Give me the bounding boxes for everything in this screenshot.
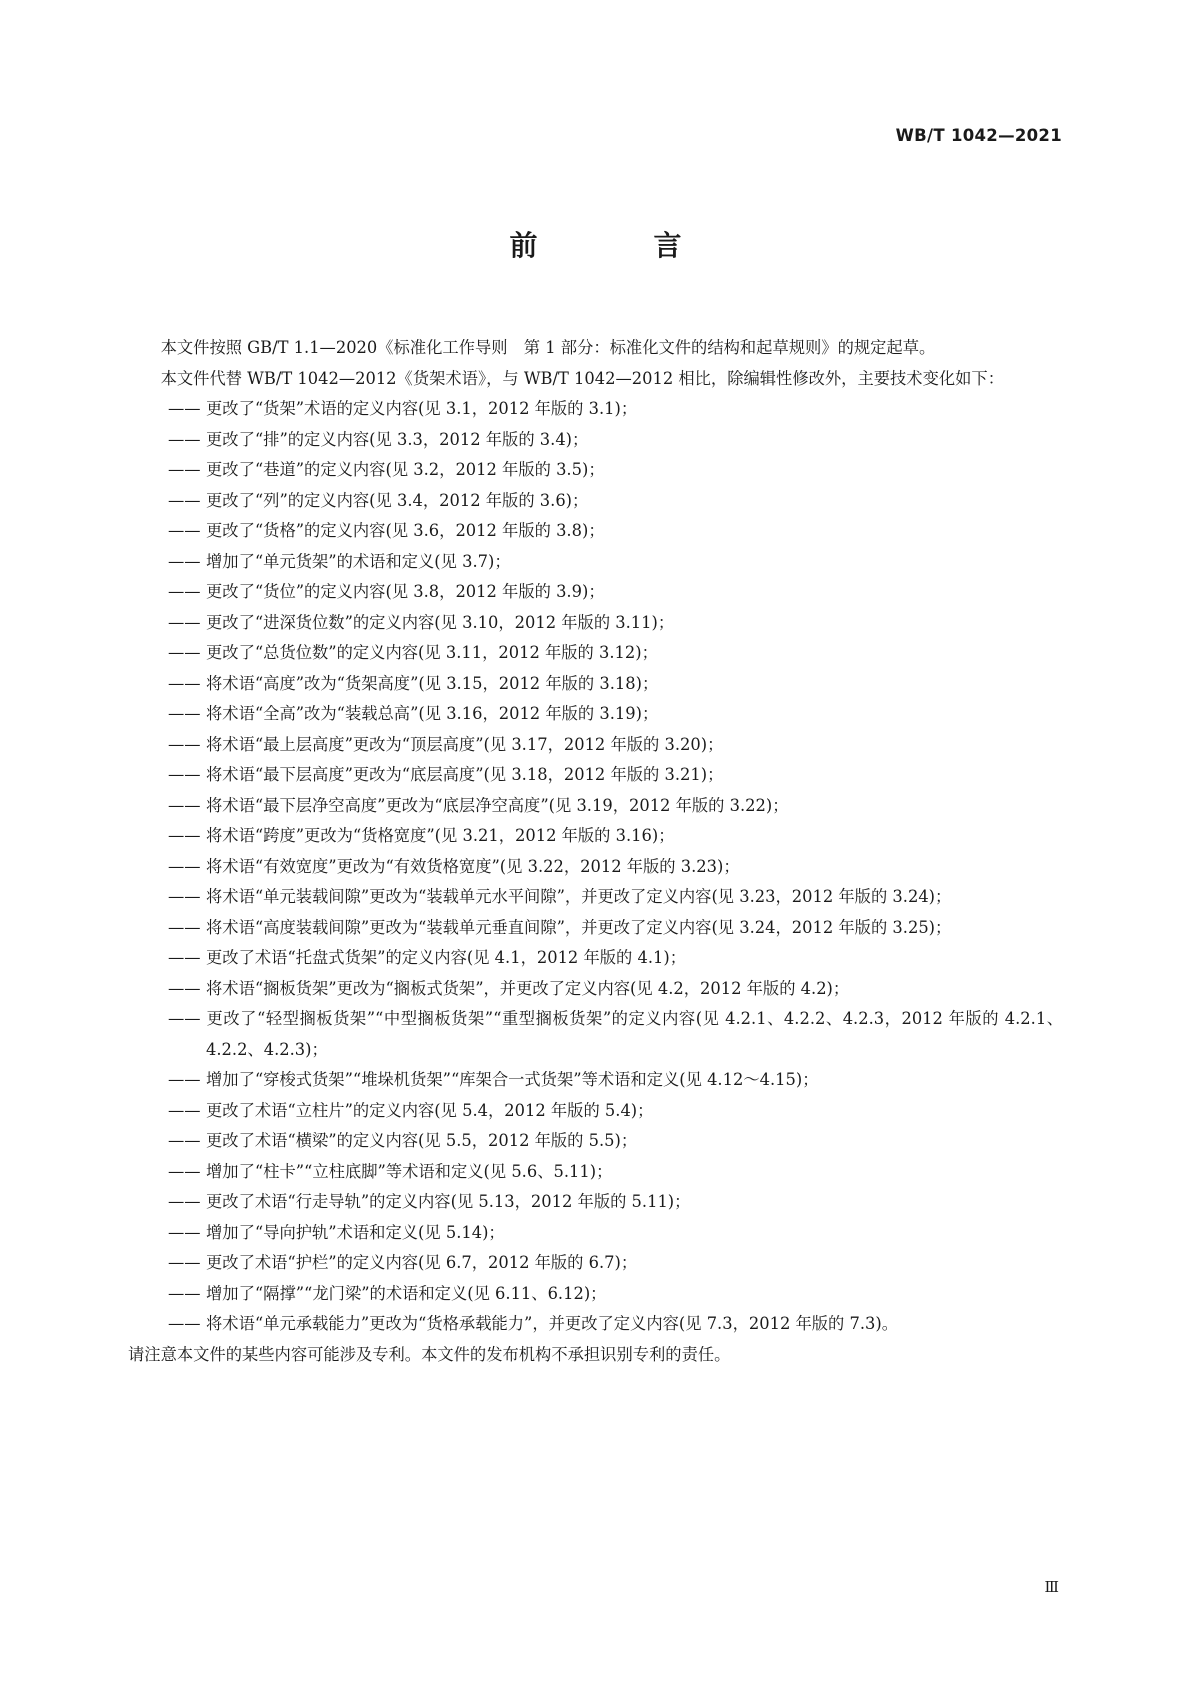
list-item-text: 将术语“全高”改为“装载总高”(见 3.16，2012 年版的 3.19)； — [206, 704, 659, 723]
list-item-text: 更改了术语“护栏”的定义内容(见 6.7，2012 年版的 6.7)； — [206, 1253, 638, 1272]
dash-marker: —— — [168, 1253, 201, 1272]
list-item — [128, 974, 1063, 1005]
drafting-rules-paragraph: 本文件按照 GB/T 1.1—2020《标准化工作导则 第 1 部分：标准化文件的结构和起草规则》的规定起草。 — [160, 338, 936, 357]
dash-marker: —— — [168, 795, 201, 815]
list-item-text: 增加了“柱卡”“立柱底脚”等术语和定义(见 5.6、5.11)； — [206, 1161, 613, 1181]
list-item-text: 增加了“穿梭式货架”“堆垛机货架”“库架合一式货架”等术语和定义(见 4.12～4.15)； — [206, 1070, 819, 1089]
list-item — [128, 882, 1063, 913]
dash-marker: —— — [168, 521, 201, 540]
list-item-text: 更改了术语“托盘式货架”的定义内容(见 4.1，2012 年版的 4.1)； — [206, 948, 687, 967]
dash-marker: —— — [168, 673, 201, 693]
list-item-text: 增加了“单元货架”的术语和定义(见 3.7)； — [206, 551, 511, 571]
list-item-text: 将术语“高度”改为“货架高度”(见 3.15，2012 年版的 3.18)； — [206, 673, 659, 693]
list-item — [128, 1248, 1063, 1279]
list-item — [128, 1309, 1063, 1340]
list-item — [128, 1126, 1063, 1157]
dash-marker: —— — [168, 612, 201, 632]
list-item — [128, 638, 1063, 669]
list-item-text: 更改了“货架”术语的定义内容(见 3.1，2012 年版的 3.1)； — [206, 399, 638, 418]
list-item — [128, 577, 1063, 608]
list-item-text: 更改了“货格”的定义内容(见 3.6，2012 年版的 3.8)； — [206, 521, 605, 540]
dash-marker: —— — [168, 1100, 201, 1120]
list-item-text: 更改了“总货位数”的定义内容(见 3.11，2012 年版的 3.12)； — [206, 643, 658, 662]
list-item-text: 将术语“有效宽度”更改为“有效货格宽度”(见 3.22，2012 年版的 3.23)； — [206, 856, 740, 876]
list-item — [128, 791, 1063, 822]
list-item-text: 将术语“高度装载间隙”更改为“装载单元垂直间隙”，并更改了定义内容(见 3.24，2012 年版的 3.25)； — [206, 917, 952, 937]
list-item-text: 更改了“巷道”的定义内容(见 3.2，2012 年版的 3.5)； — [206, 460, 605, 479]
page-number: Ⅲ — [1044, 1578, 1059, 1596]
list-item — [128, 1187, 1063, 1218]
list-item — [128, 699, 1063, 730]
list-item — [128, 1096, 1063, 1127]
list-item-text: 将术语“最上层高度”更改为“顶层高度”(见 3.17，2012 年版的 3.20)； — [206, 734, 724, 754]
document-code: WB/T 1042—2021 — [895, 126, 1062, 145]
list-item-text: 将术语“最下层净空高度”更改为“底层净空高度”(见 3.19，2012 年版的 3.22)； — [206, 795, 789, 815]
patent-note: 请注意本文件的某些内容可能涉及专利。本文件的发布机构不承担识别专利的责任。 — [128, 1344, 731, 1364]
technical-changes-list — [128, 394, 1063, 1340]
dash-marker: —— — [168, 429, 201, 449]
dash-marker: —— — [168, 917, 201, 937]
dash-marker: —— — [168, 734, 201, 754]
dash-marker: —— — [168, 704, 201, 723]
list-item-text: 增加了“隔撑”“龙门梁”的术语和定义(见 6.11、6.12)； — [206, 1283, 607, 1303]
list-item — [128, 821, 1063, 852]
list-item — [128, 1218, 1063, 1249]
list-item-text: 将术语“最下层高度”更改为“底层高度”(见 3.18，2012 年版的 3.21)； — [206, 765, 724, 784]
list-item-text: 更改了“轻型搁板货架”“中型搁板货架”“重型搁板货架”的定义内容(见 4.2.1、4.2.2、4.2.3，2012 年版的 4.2.1、4.2.2、4.2.3)； — [206, 1009, 1063, 1059]
list-item — [128, 913, 1063, 944]
dash-marker: —— — [168, 978, 201, 998]
dash-marker: —— — [168, 826, 201, 845]
dash-marker: —— — [168, 399, 201, 418]
list-item — [128, 608, 1063, 639]
list-item — [128, 425, 1063, 456]
dash-marker: —— — [168, 1161, 201, 1181]
list-item — [128, 394, 1063, 425]
dash-marker: —— — [168, 1222, 201, 1242]
list-item — [128, 669, 1063, 700]
replacement-paragraph: 本文件代替 WB/T 1042—2012《货架术语》，与 WB/T 1042—2012 相比，除编辑性修改外，主要技术变化如下： — [160, 368, 1004, 388]
dash-marker: —— — [168, 1283, 201, 1303]
list-item-text: 更改了术语“横梁”的定义内容(见 5.5，2012 年版的 5.5)； — [206, 1131, 638, 1150]
list-item-text: 将术语“单元装载间隙”更改为“装载单元水平间隙”，并更改了定义内容(见 3.23，2012 年版的 3.24)； — [206, 887, 952, 906]
dash-marker: —— — [168, 643, 201, 662]
list-item — [128, 1157, 1063, 1188]
list-item-text: 更改了“列”的定义内容(见 3.4，2012 年版的 3.6)； — [206, 490, 589, 510]
dash-marker: —— — [168, 551, 201, 571]
list-item-text: 更改了术语“立柱片”的定义内容(见 5.4，2012 年版的 5.4)； — [206, 1100, 654, 1120]
dash-marker: —— — [168, 1070, 201, 1089]
preface-body — [128, 333, 1063, 1370]
dash-marker: —— — [168, 765, 201, 784]
list-item-text: 更改了“排”的定义内容(见 3.3，2012 年版的 3.4)； — [206, 429, 589, 449]
list-item-text: 更改了“货位”的定义内容(见 3.8，2012 年版的 3.9)； — [206, 582, 605, 601]
dash-marker: —— — [168, 887, 201, 906]
list-item — [128, 455, 1063, 486]
list-item-text: 将术语“跨度”更改为“货格宽度”(见 3.21，2012 年版的 3.16)； — [206, 826, 675, 845]
dash-marker: —— — [168, 1009, 201, 1028]
list-item — [128, 760, 1063, 791]
list-item — [128, 1004, 1063, 1065]
list-item — [128, 486, 1063, 517]
list-item — [128, 516, 1063, 547]
dash-marker: —— — [168, 460, 201, 479]
list-item — [128, 1279, 1063, 1310]
dash-marker: —— — [168, 1131, 201, 1150]
dash-marker: —— — [168, 948, 201, 967]
list-item-text: 更改了术语“行走导轨”的定义内容(见 5.13，2012 年版的 5.11)； — [206, 1192, 691, 1211]
dash-marker: —— — [168, 856, 201, 876]
list-item-text: 将术语“搁板货架”更改为“搁板式货架”，并更改了定义内容(见 4.2，2012 年版的 4.2)； — [206, 978, 850, 998]
dash-marker: —— — [168, 582, 201, 601]
dash-marker: —— — [168, 490, 201, 510]
page-title: 前 言 — [509, 229, 726, 262]
dash-marker: —— — [168, 1192, 201, 1211]
list-item — [128, 547, 1063, 578]
list-item-text: 增加了“导向护轨”术语和定义(见 5.14)； — [206, 1222, 505, 1242]
list-item-text: 更改了“进深货位数”的定义内容(见 3.10，2012 年版的 3.11)； — [206, 612, 675, 632]
list-item — [128, 852, 1063, 883]
dash-marker: —— — [168, 1314, 201, 1333]
list-item — [128, 730, 1063, 761]
list-item — [128, 943, 1063, 974]
list-item — [128, 1065, 1063, 1096]
list-item-text: 将术语“单元承载能力”更改为“货格承载能力”，并更改了定义内容(见 7.3，2012 年版的 7.3)。 — [206, 1314, 899, 1333]
